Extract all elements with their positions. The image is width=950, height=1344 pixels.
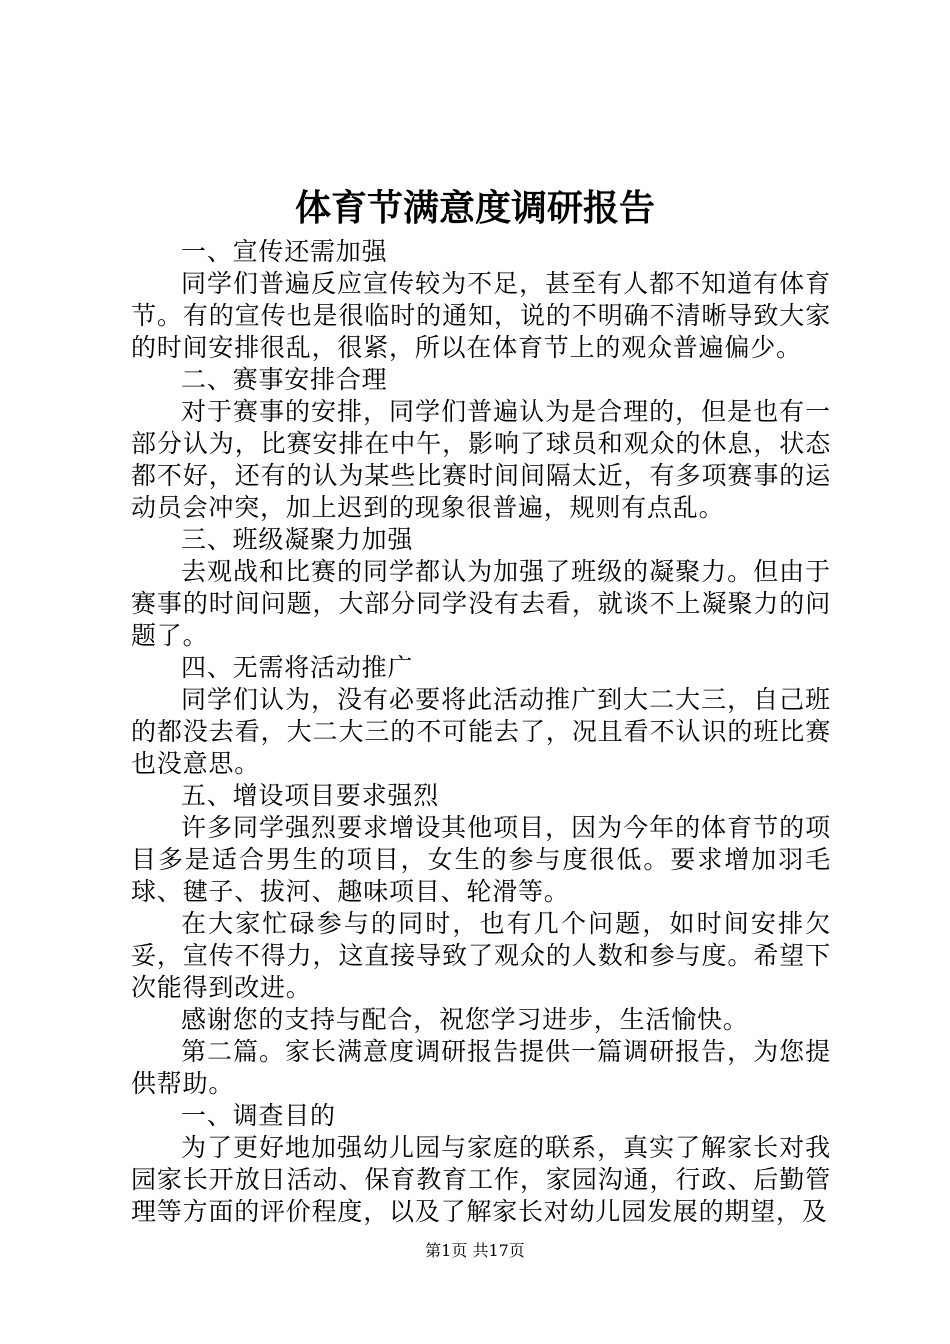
section-heading: 四、无需将活动推广 — [181, 653, 414, 682]
paragraph: 对于赛事的安排，同学们普遍认为是合理的，但是也有一部分认为，比赛安排在中午，影响了球员和观众的休息，状态都不好，还有的认为某些比赛时间间隔太近，有多项赛事的运动员会冲突，加上迟到的现象很普遍，规则有点乱。 — [131, 397, 831, 522]
document-body — [131, 236, 831, 1228]
paragraph: 感谢您的支持与配合，祝您学习进步，生活愉快。 — [181, 1005, 749, 1034]
section-heading: 二、赛事安排合理 — [181, 365, 388, 394]
paragraph: 在大家忙碌参与的同时，也有几个问题，如时间安排欠妥，宣传不得力，这直接导致了观众的人数和参与度。希望下次能得到改进。 — [131, 909, 831, 1002]
section-heading: 一、调查目的 — [181, 1101, 336, 1130]
section-heading: 一、宣传还需加强 — [181, 237, 388, 266]
section-heading: 五、增设项目要求强烈 — [181, 781, 440, 810]
document-title: 体育节满意度调研报告 — [294, 187, 655, 229]
paragraph: 去观战和比赛的同学都认为加强了班级的凝聚力。但由于赛事的时间问题，大部分同学没有去看，就谈不上凝聚力的问题了。 — [131, 557, 831, 650]
page-number-footer: 第1页 共17页 — [425, 1241, 525, 1260]
paragraph: 第二篇。家长满意度调研报告提供一篇调研报告，为您提供帮助。 — [131, 1037, 831, 1098]
section-heading: 三、班级凝聚力加强 — [181, 525, 414, 554]
paragraph: 同学们认为，没有必要将此活动推广到大二大三，自己班的都没去看，大二大三的不可能去了，况且看不认识的班比赛也没意思。 — [131, 685, 831, 778]
paragraph: 同学们普遍反应宣传较为不足，甚至有人都不知道有体育节。有的宣传也是很临时的通知，说的不明确不清晰导致大家的时间安排很乱，很紧，所以在体育节上的观众普遍偏少。 — [131, 269, 831, 362]
paragraph: 为了更好地加强幼儿园与家庭的联系，真实了解家长对我园家长开放日活动、保育教育工作，家园沟通，行政、后勤管理等方面的评价程度，以及了解家长对幼儿园发展的期望，及 — [131, 1133, 831, 1226]
paragraph: 许多同学强烈要求增设其他项目，因为今年的体育节的项目多是适合男生的项目，女生的参与度很低。要求增加羽毛球、毽子、拔河、趣味项目、轮滑等。 — [131, 813, 831, 906]
